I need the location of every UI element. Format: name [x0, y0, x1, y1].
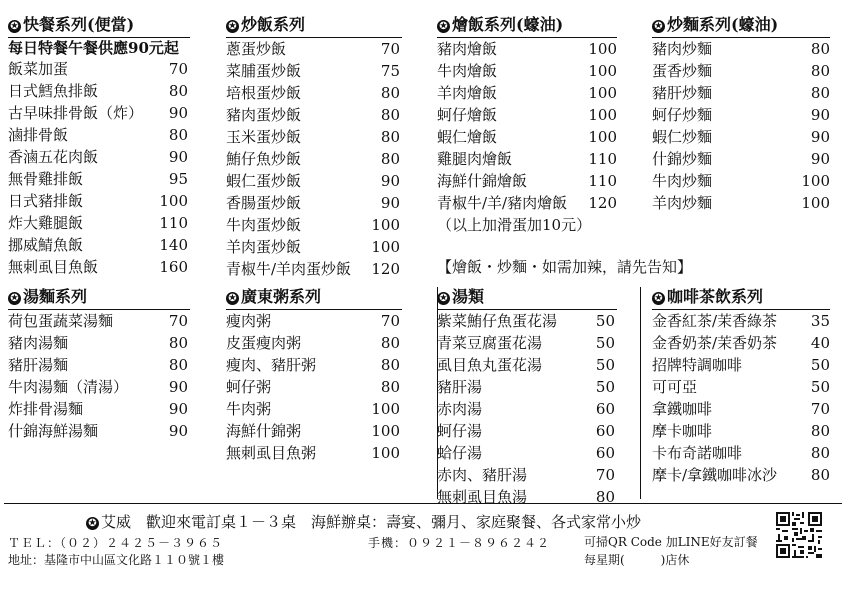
- item-price: 80: [810, 444, 830, 462]
- section-title: ✪ 廣東粥系列: [226, 286, 402, 308]
- item-name: 拿鐵咖啡: [652, 400, 713, 418]
- item-name: 青椒牛/羊肉蛋炒飯: [226, 260, 352, 278]
- star-icon: ✪: [8, 292, 21, 305]
- item-price: 60: [595, 444, 615, 462]
- section-soup-noodles: [8, 286, 190, 442]
- item-name: 炸排骨湯麵: [8, 400, 84, 418]
- star-icon: ✪: [437, 20, 450, 33]
- menu-item: [8, 168, 190, 190]
- address: 地址：基隆市中山區文化路１１０號１樓: [8, 553, 225, 567]
- menu-item: [652, 170, 830, 192]
- menu-item: [226, 258, 402, 280]
- item-price: 100: [159, 192, 188, 210]
- menu-item: [8, 310, 190, 332]
- menu-item: [437, 398, 617, 420]
- item-name: 玉米蛋炒飯: [226, 128, 302, 146]
- daily-special: 每日特餐午餐供應90元起: [8, 39, 179, 57]
- star-icon: ✪: [652, 292, 665, 305]
- closing-day: 每星期( )店休: [584, 553, 690, 567]
- item-price: 80: [380, 378, 400, 396]
- section-quick-meals: [8, 14, 190, 278]
- item-price: 80: [380, 356, 400, 374]
- item-name: 無刺虱目魚飯: [8, 258, 99, 276]
- item-name: 牛肉湯麵（清湯）: [8, 378, 129, 396]
- menu-item: [437, 442, 617, 464]
- item-price: 90: [168, 422, 188, 440]
- item-price: 90: [168, 104, 188, 122]
- item-price: 80: [810, 466, 830, 484]
- menu-item: [652, 126, 830, 148]
- item-name: 蚵仔湯: [437, 422, 483, 440]
- item-price: 80: [168, 82, 188, 100]
- item-name: 香腸蛋炒飯: [226, 194, 302, 212]
- item-price: 80: [380, 84, 400, 102]
- menu-item: [437, 148, 617, 170]
- section-title: ✪ 咖啡茶飲系列: [652, 286, 830, 308]
- menu-item: [437, 420, 617, 442]
- menu-item: [437, 38, 617, 60]
- menu-item: [437, 104, 617, 126]
- item-name: 蝦仁炒麵: [652, 128, 713, 146]
- item-price: 100: [588, 128, 617, 146]
- menu-item: [652, 310, 830, 332]
- menu-item: [8, 146, 190, 168]
- menu-item: [226, 104, 402, 126]
- item-price: 70: [810, 400, 830, 418]
- item-name: 瘦肉、豬肝粥: [226, 356, 317, 374]
- item-price: 100: [588, 40, 617, 58]
- item-name: 豬肉蛋炒飯: [226, 106, 302, 124]
- item-price: 140: [159, 236, 188, 254]
- section-fried-rice: [226, 14, 402, 280]
- item-name: 日式鱈魚排飯: [8, 82, 99, 100]
- item-price: 50: [595, 356, 615, 374]
- item-price: 75: [380, 62, 400, 80]
- item-price: 100: [588, 106, 617, 124]
- item-price: 50: [595, 312, 615, 330]
- item-price: 110: [588, 150, 617, 168]
- menu-item: [226, 60, 402, 82]
- item-price: 50: [595, 334, 615, 352]
- item-price: 60: [595, 400, 615, 418]
- menu-item: [8, 124, 190, 146]
- star-icon: ✪: [437, 292, 450, 305]
- item-name: 無刺虱目魚粥: [226, 444, 317, 462]
- item-price: 40: [810, 334, 830, 352]
- menu-item: [652, 60, 830, 82]
- item-price: 90: [168, 148, 188, 166]
- star-icon: ✪: [226, 20, 239, 33]
- menu-item: [226, 192, 402, 214]
- item-name: 菜脯蛋炒飯: [226, 62, 302, 80]
- menu-item: [226, 332, 402, 354]
- menu-item: [8, 190, 190, 212]
- item-name: 牛肉蛋炒飯: [226, 216, 302, 234]
- item-price: 110: [588, 172, 617, 190]
- item-price: 100: [371, 216, 400, 234]
- item-price: 80: [380, 128, 400, 146]
- item-name: 蔥蛋炒飯: [226, 40, 287, 58]
- item-name: 什錦炒麵: [652, 150, 713, 168]
- item-name: 雞腿肉燴飯: [437, 150, 513, 168]
- menu-item: [226, 354, 402, 376]
- item-name: 羊肉炒麵: [652, 194, 713, 212]
- item-name: 什錦海鮮湯麵: [8, 422, 99, 440]
- menu-item: [652, 192, 830, 214]
- menu-item: [8, 376, 190, 398]
- egg-note: （以上加滑蛋加10元）: [437, 216, 592, 234]
- item-price: 100: [588, 84, 617, 102]
- menu-item: [437, 332, 617, 354]
- item-name: 滷排骨飯: [8, 126, 69, 144]
- column-divider: [437, 287, 438, 499]
- item-price: 120: [588, 194, 617, 212]
- item-price: 80: [810, 422, 830, 440]
- menu-item: [226, 126, 402, 148]
- item-name: 海鮮什錦燴飯: [437, 172, 528, 190]
- item-price: 80: [380, 106, 400, 124]
- item-name: 可可亞: [652, 378, 698, 396]
- item-name: 培根蛋炒飯: [226, 84, 302, 102]
- section-drinks: [652, 286, 830, 486]
- item-price: 80: [168, 356, 188, 374]
- menu-item: [8, 234, 190, 256]
- section-congee: [226, 286, 402, 464]
- menu-item: [437, 170, 617, 192]
- item-name: 皮蛋瘦肉粥: [226, 334, 302, 352]
- menu-item: [226, 214, 402, 236]
- menu-item: [652, 38, 830, 60]
- item-price: 80: [810, 84, 830, 102]
- qr-text: 可掃QR Code 加LINE好友訂餐: [584, 535, 758, 549]
- item-name: 鮪仔魚炒飯: [226, 150, 302, 168]
- menu-item: [437, 310, 617, 332]
- item-name: 古早味排骨飯（炸）: [8, 104, 144, 122]
- item-price: 160: [159, 258, 188, 276]
- item-price: 80: [168, 126, 188, 144]
- section-title: ✪ 湯類: [437, 286, 617, 308]
- star-icon: ✪: [652, 20, 665, 33]
- item-price: 70: [168, 60, 188, 78]
- item-name: 無骨雞排飯: [8, 170, 84, 188]
- footer-divider: [4, 503, 842, 504]
- item-price: 100: [371, 238, 400, 256]
- menu-item: [652, 376, 830, 398]
- menu-item: [652, 104, 830, 126]
- column-divider: [640, 287, 641, 499]
- item-price: 100: [801, 194, 830, 212]
- item-price: 90: [380, 172, 400, 190]
- item-name: 牛肉燴飯: [437, 62, 498, 80]
- menu-item: [8, 332, 190, 354]
- menu-item: [652, 332, 830, 354]
- star-icon: ✪: [226, 292, 239, 305]
- menu-item: [8, 398, 190, 420]
- item-name: 香滷五花肉飯: [8, 148, 99, 166]
- menu-item: [652, 442, 830, 464]
- item-name: 蝦仁蛋炒飯: [226, 172, 302, 190]
- spicy-note: 【燴飯・炒麵・如需加辣，請先告知】: [437, 258, 693, 276]
- item-name: 豬肉燴飯: [437, 40, 498, 58]
- item-name: 青椒牛/羊/豬肉燴飯: [437, 194, 568, 212]
- menu-item: [437, 192, 617, 214]
- item-name: 無刺虱目魚湯: [437, 488, 528, 506]
- section-soups: [437, 286, 617, 508]
- menu-item: [8, 420, 190, 442]
- menu-item: [226, 38, 402, 60]
- menu-item: [226, 236, 402, 258]
- item-name: 蛤仔湯: [437, 444, 483, 462]
- item-price: 60: [595, 422, 615, 440]
- star-icon: ✪: [8, 20, 21, 33]
- item-price: 100: [371, 400, 400, 418]
- item-price: 70: [168, 312, 188, 330]
- item-name: 瘦肉粥: [226, 312, 272, 330]
- item-name: 牛肉粥: [226, 400, 272, 418]
- item-price: 120: [371, 260, 400, 278]
- item-name: 金香紅茶/茉香綠茶: [652, 312, 778, 330]
- item-name: 豬肉炒麵: [652, 40, 713, 58]
- item-price: 70: [595, 466, 615, 484]
- item-price: 90: [168, 400, 188, 418]
- item-name: 摩卡咖啡: [652, 422, 713, 440]
- item-price: 90: [810, 128, 830, 146]
- item-name: 赤肉、豬肝湯: [437, 466, 528, 484]
- item-price: 50: [810, 356, 830, 374]
- item-name: 蚵仔炒麵: [652, 106, 713, 124]
- menu-item: [226, 148, 402, 170]
- menu-item: [437, 486, 617, 508]
- menu-item: [652, 354, 830, 376]
- menu-item: [437, 82, 617, 104]
- item-price: 70: [380, 40, 400, 58]
- item-price: 35: [810, 312, 830, 330]
- item-name: 紫菜鮪仔魚蛋花湯: [437, 312, 558, 330]
- item-name: 摩卡/拿鐵咖啡冰沙: [652, 466, 778, 484]
- item-name: 金香奶茶/茉香奶茶: [652, 334, 778, 352]
- item-name: 赤肉湯: [437, 400, 483, 418]
- item-name: 豬肝炒麵: [652, 84, 713, 102]
- mobile: 手機：０９２１－８９６２４２: [368, 536, 551, 550]
- menu-item: [226, 170, 402, 192]
- item-price: 80: [380, 334, 400, 352]
- menu-item: [652, 420, 830, 442]
- item-price: 80: [810, 40, 830, 58]
- section-braised-rice: [437, 14, 617, 236]
- menu-item: [437, 126, 617, 148]
- item-name: 豬肝湯: [437, 378, 483, 396]
- item-price: 100: [588, 62, 617, 80]
- section-title: ✪ 湯麵系列: [8, 286, 190, 308]
- item-name: 日式豬排飯: [8, 192, 84, 210]
- section-title: ✪ 炒飯系列: [226, 14, 402, 36]
- menu-item: [226, 420, 402, 442]
- menu-item: [8, 58, 190, 80]
- item-price: 90: [810, 106, 830, 124]
- menu-item: [226, 442, 402, 464]
- item-name: 炸大雞腿飯: [8, 214, 84, 232]
- item-price: 90: [380, 194, 400, 212]
- item-name: 虱目魚丸蛋花湯: [437, 356, 543, 374]
- item-name: 蚵仔燴飯: [437, 106, 498, 124]
- item-price: 50: [810, 378, 830, 396]
- menu-item: [226, 82, 402, 104]
- menu-item: [437, 376, 617, 398]
- item-price: 90: [168, 378, 188, 396]
- menu-item: [226, 376, 402, 398]
- section-title: ✪ 快餐系列(便當): [8, 14, 190, 36]
- section-title: ✪ 燴飯系列(蠔油): [437, 14, 617, 36]
- item-name: 卡布奇諾咖啡: [652, 444, 743, 462]
- star-icon: ✪: [86, 517, 99, 530]
- item-name: 挪威鯖魚飯: [8, 236, 84, 254]
- footer-headline: ✪ 艾威 歡迎來電訂桌１－３桌 海鮮辦桌：壽宴、彌月、家庭聚餐、各式家常小炒: [86, 511, 641, 532]
- menu-item: [437, 60, 617, 82]
- menu-item: [226, 310, 402, 332]
- section-title: ✪ 炒麵系列(蠔油): [652, 14, 830, 36]
- item-price: 70: [380, 312, 400, 330]
- menu-item: [652, 398, 830, 420]
- menu-item: [437, 464, 617, 486]
- item-name: 羊肉燴飯: [437, 84, 498, 102]
- menu-item: [652, 148, 830, 170]
- qr-code-icon: [776, 512, 822, 558]
- section-fried-noodle: [652, 14, 830, 214]
- menu-item: [226, 398, 402, 420]
- item-name: 豬肉湯麵: [8, 334, 69, 352]
- item-name: 海鮮什錦粥: [226, 422, 302, 440]
- menu-item: [8, 354, 190, 376]
- menu-item: [8, 80, 190, 102]
- item-price: 100: [371, 444, 400, 462]
- menu-item: [652, 82, 830, 104]
- item-name: 飯菜加蛋: [8, 60, 69, 78]
- item-name: 蛋香炒麵: [652, 62, 713, 80]
- item-name: 羊肉蛋炒飯: [226, 238, 302, 256]
- item-price: 80: [168, 334, 188, 352]
- item-price: 90: [810, 150, 830, 168]
- menu-item: [652, 464, 830, 486]
- item-price: 95: [168, 170, 188, 188]
- menu-item: [437, 354, 617, 376]
- item-price: 100: [371, 422, 400, 440]
- menu-item: [8, 212, 190, 234]
- item-name: 青菜豆腐蛋花湯: [437, 334, 543, 352]
- item-price: 80: [380, 150, 400, 168]
- item-name: 豬肝湯麵: [8, 356, 69, 374]
- item-name: 荷包蛋蔬菜湯麵: [8, 312, 114, 330]
- item-name: 牛肉炒麵: [652, 172, 713, 190]
- item-name: 蝦仁燴飯: [437, 128, 498, 146]
- menu-item: [8, 102, 190, 124]
- item-price: 50: [595, 378, 615, 396]
- menu-item: [8, 256, 190, 278]
- telephone: ＴＥＬ：（０２）２４２５－３９６５: [8, 536, 224, 550]
- item-price: 80: [595, 488, 615, 506]
- item-price: 110: [159, 214, 188, 232]
- item-name: 招牌特調咖啡: [652, 356, 743, 374]
- item-price: 100: [801, 172, 830, 190]
- item-name: 蚵仔粥: [226, 378, 272, 396]
- item-price: 80: [810, 62, 830, 80]
